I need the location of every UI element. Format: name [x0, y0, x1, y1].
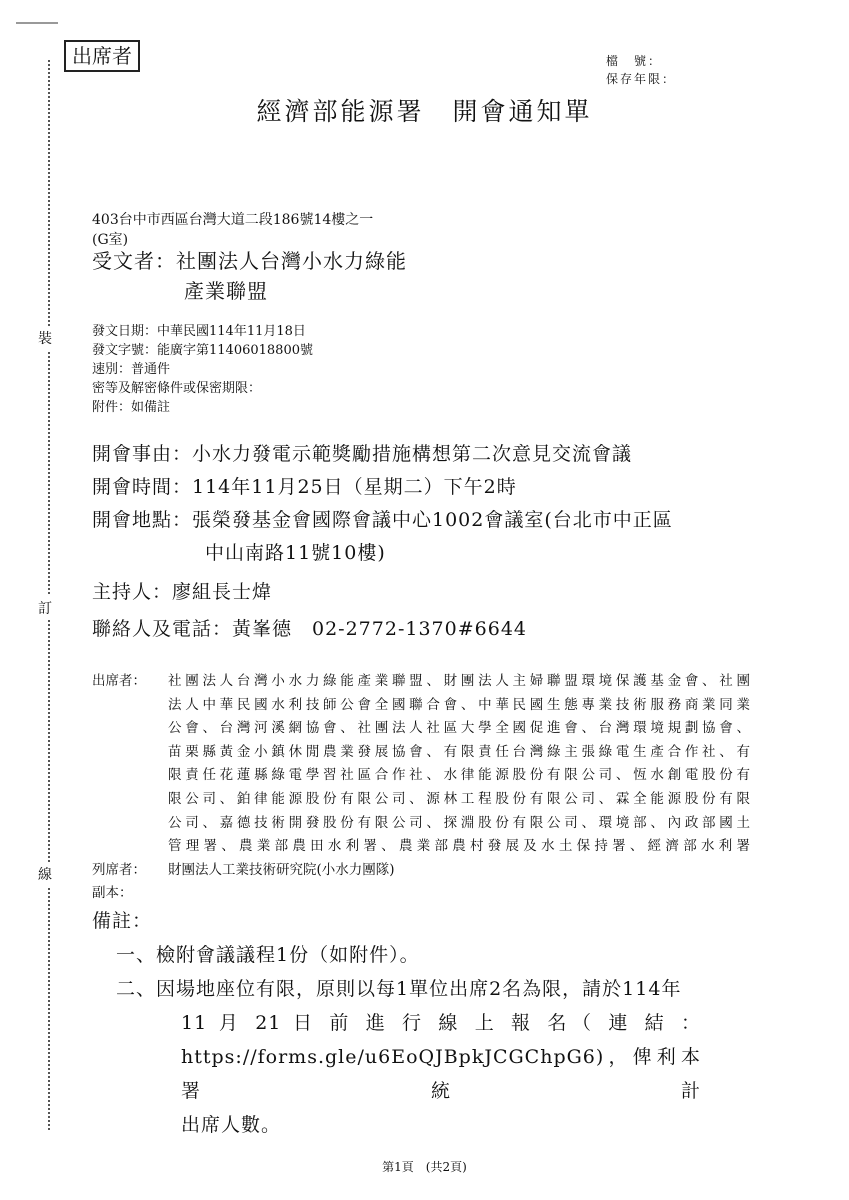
attendee-list: [92, 670, 752, 906]
recipient-address: [92, 210, 373, 250]
meeting-place: 開會地點：張榮發基金會國際會議中心1002會議室(台北市中正區: [92, 509, 673, 531]
binding-line: [48, 60, 50, 1130]
note-item-2-line-3: https://forms.gle/u6EoQJBpkJCGChpG6)，俾利本署統計: [181, 1046, 701, 1102]
file-fields: [606, 52, 676, 88]
attendee-tag: 出席者: [64, 40, 140, 72]
security-level: 密等及解密條件或保密期限：: [92, 381, 262, 396]
delivery-speed: 速別：普通件: [92, 362, 171, 377]
attendee-line: 苗栗縣黃金小鎮休閒農業發展協會、有限責任台灣綠主張綠電生產合作社、有: [168, 743, 750, 760]
meeting-host: 主持人：廖組長士煒: [92, 581, 273, 603]
attendee-line: 公司、嘉德技術開發股份有限公司、探淵股份有限公司、環境部、內政部國土: [168, 814, 750, 831]
recipient-label: 受文者：: [92, 249, 176, 273]
address-line-2: (G室): [92, 232, 129, 248]
issue-date: 發文日期：中華民國114年11月18日: [92, 324, 306, 339]
attendee-line: 法人中華民國水利技師公會全國聯合會、中華民國生態專業技術服務商業同業: [168, 696, 750, 713]
document-number: 發文字號：能廣字第11406018800號: [92, 343, 313, 358]
cc-label: 副本：: [92, 885, 133, 902]
note-item-2-line-2: 11 月 21 日 前 進 行 線 上 報 名（ 連 結 ：: [181, 1012, 701, 1034]
corner-mark: [16, 22, 58, 24]
binding-char-zhuang: 裝: [38, 326, 52, 350]
meeting-subject: 開會事由：小水力發電示範獎勵措施構想第二次意見交流會議: [92, 443, 633, 465]
notes-label: 備註：: [92, 910, 153, 932]
recipient: [92, 246, 407, 306]
document-title: 經濟部能源署 開會通知單: [256, 97, 593, 126]
meeting-contact: 聯絡人及電話：黃峯德 02-2772-1370#6644: [92, 618, 527, 640]
meeting-time: 開會時間：114年11月25日（星期二）下午2時: [92, 476, 517, 498]
observers-label: 列席者：: [92, 861, 146, 878]
retention-label: 保存年限：: [606, 72, 677, 86]
attendees-label: 出席者：: [92, 673, 146, 689]
file-number-label: 檔 號：: [606, 54, 663, 68]
attendee-line: 公會、台灣河溪網協會、社團法人社區大學全國促進會、台灣環境規劃協會、: [168, 720, 750, 737]
attendee-line: 限公司、鉑律能源股份有限公司、源林工程股份有限公司、霖全能源股份有限: [168, 790, 750, 807]
binding-char-ding: 訂: [38, 596, 52, 620]
note-item-2-line-4: 出席人數。: [181, 1114, 282, 1136]
meeting-details: [92, 438, 673, 646]
recipient-name-line-1: 社團法人台灣小水力綠能: [176, 249, 407, 273]
attendee-line: 社團法人台灣小水力綠能產業聯盟、財團法人主婦聯盟環境保護基金會、社團: [168, 673, 750, 689]
page-number: 第1頁 (共2頁): [382, 1160, 467, 1174]
observers-names: 財團法人工業技術研究院(小水力團隊): [168, 861, 395, 878]
notes: [92, 904, 701, 1142]
attendee-line: 管理署、農業部農田水利署、農業部農村發展及水土保持署、經濟部水利署: [168, 838, 750, 855]
attachment-note: 附件：如備註: [92, 400, 171, 415]
recipient-name-line-2: 產業聯盟: [184, 279, 268, 303]
binding-char-xian: 線: [38, 862, 52, 886]
note-item-1: 一、檢附會議議程1份（如附件）。: [116, 944, 420, 966]
attendees-names: [168, 670, 750, 859]
note-item-2-line-1: 二、因場地座位有限，原則以每1單位出席2名為限，請於114年: [116, 978, 682, 1000]
attendee-line: 限責任花蓮縣綠電學習社區合作社、水律能源股份有限公司、恆水創電股份有: [168, 767, 750, 784]
note-item-2: [92, 972, 701, 1142]
note-item-2-cont: [116, 1006, 701, 1142]
document-meta: [92, 322, 313, 417]
meeting-place-cont: 中山南路11號10樓): [205, 542, 386, 564]
address-line-1: 403台中市西區台灣大道二段186號14樓之一: [92, 212, 374, 228]
